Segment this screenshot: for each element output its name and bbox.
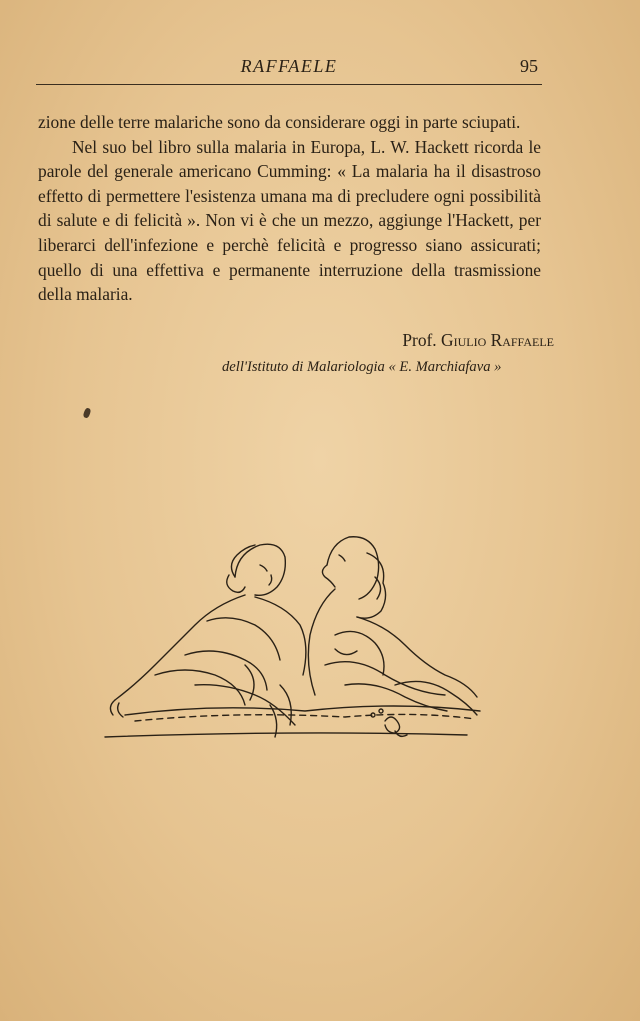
running-title: RAFFAELE xyxy=(240,56,338,76)
page-number: 95 xyxy=(520,56,538,76)
paragraph-1: zione delle terre malariche sono da considerare oggi in parte sciupati. xyxy=(38,112,521,132)
running-header xyxy=(36,54,542,85)
signature-title: Prof. xyxy=(402,330,437,350)
body-text xyxy=(38,110,541,307)
signature xyxy=(402,330,554,351)
signature-first-name: Giulio xyxy=(441,330,487,350)
ink-spot xyxy=(82,407,91,418)
paragraph-2: Nel suo bel libro sulla malaria in Europa, L. W. Hackett ricorda le parole del generale americano Cumming: « La malaria ha il disastroso effetto di permettere l'esistenza umana ma di precludere ogni possibilità di salute e di felicità ». Non vi è che un mezzo, aggiunge l'Hackett, per liberarci dell'infezione e perchè felicità e progresso siano assicurati; quello di una effettiva e permanente interruzione della trasmissione della malaria. xyxy=(38,136,541,305)
reclining-figures-drawing-icon xyxy=(95,525,490,745)
signature-last-name: Raffaele xyxy=(490,330,554,350)
signature-affiliation: dell'Istituto di Malariologia « E. Marchiafava » xyxy=(222,359,502,375)
